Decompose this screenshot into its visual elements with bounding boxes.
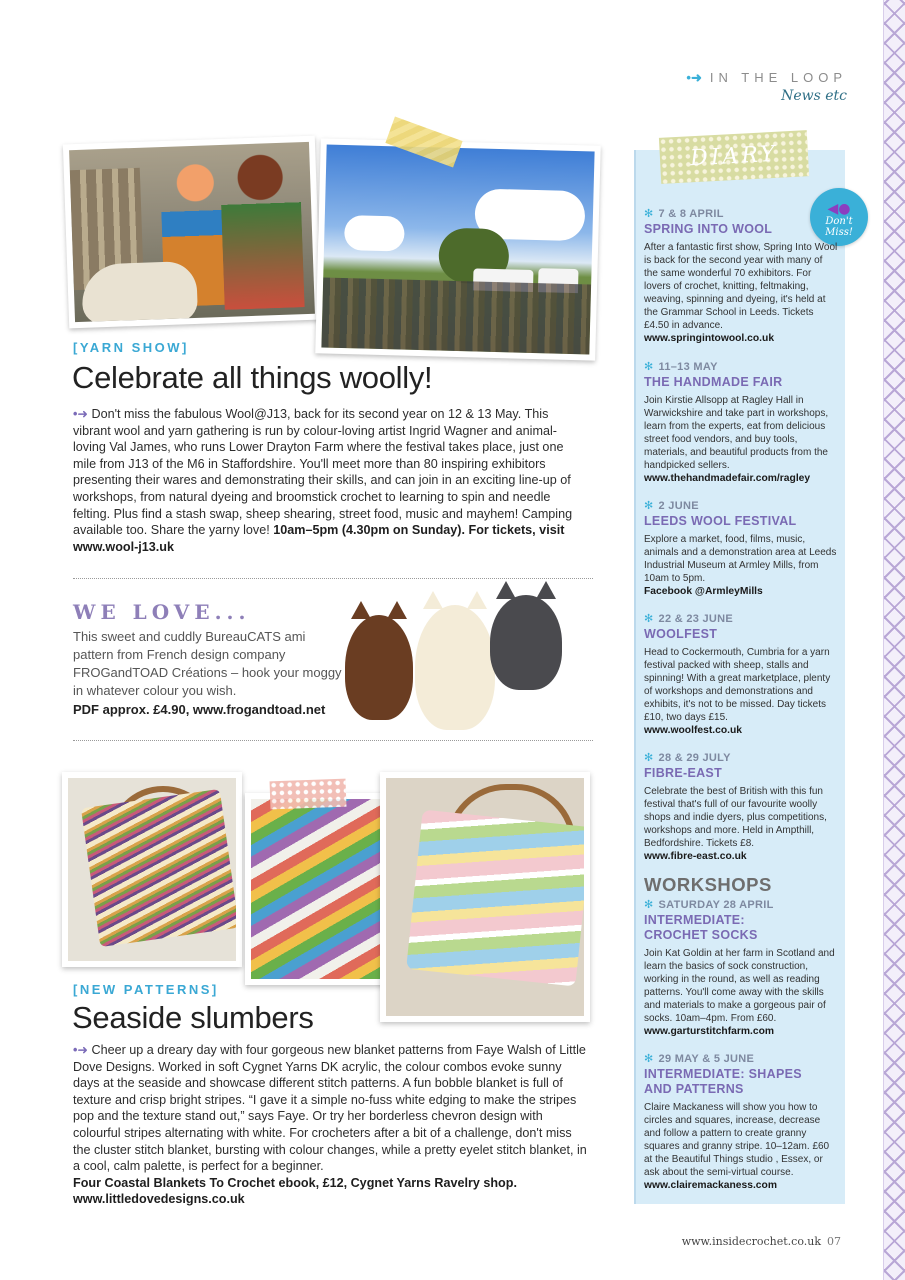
event-link[interactable]: www.garturstitchfarm.com xyxy=(644,1026,775,1037)
diary-label: DIARY xyxy=(659,130,809,184)
event-title: INTERMEDIATE: CROCHET SOCKS xyxy=(644,913,758,942)
event-title: WOOLFEST xyxy=(644,627,718,641)
cat-toys-photo xyxy=(340,590,595,740)
yarn-show-headline: Celebrate all things woolly! xyxy=(72,360,433,395)
dont-miss-badge: ◀● Don't Miss! xyxy=(810,188,868,246)
event-body: Join Kat Goldin at her farm in Scotland and learn the basics of sock construction, working in the round, as well as reading patterns. You'll come away with the skills and materials to make a gorgeous pair of socks. 10am–4pm. From £60. xyxy=(644,948,835,1024)
decorative-page-border xyxy=(883,0,905,1280)
bobble-blanket-photo xyxy=(380,772,590,1022)
diary-event: ✻ 28 & 29 JULY FIBRE-EAST Celebrate the best of British with this fun festival that's full of our favourite woolly shops and indie dyers, plus competitions, workshops and more. Held in Ampthill, Bedfordshire. Tickets £8. www.fibre-east.co.uk xyxy=(644,751,839,862)
footer-url[interactable]: www.insidecrochet.co.uk xyxy=(681,1235,821,1248)
diary-event: ✻ 7 & 8 APRIL SPRING INTO WOOL After a fantastic first show, Spring Into Wool is back for the second year with many of the same wonderful 70 exhibitors. For lovers of crochet, knitting, feltmaking, weaving, spinning and dyeing, it's held at the Grammar School in Leeds. Tickets £4.50 in advance. www.springintowool.co.uk xyxy=(644,208,838,344)
event-link[interactable]: www.clairemackaness.com xyxy=(644,1180,777,1191)
event-link[interactable]: www.woolfest.co.uk xyxy=(644,725,743,736)
event-link[interactable]: www.fibre-east.co.uk xyxy=(644,851,747,862)
arrow-icon: •➜ xyxy=(73,407,92,421)
farm-photo xyxy=(63,136,321,329)
workshop-event: ✻ 29 MAY & 5 JUNE INTERMEDIATE: SHAPES AND PATTERNS Claire Mackaness will show you how to circles and squares, increase, decrease and follow a pattern to create granny squares and granny stripe. 10–12am. £60 at the Beautiful Things studio , Essex, or ask about the semi-virtual course. www.clairemackaness.com xyxy=(644,1052,839,1191)
star-icon: ✻ xyxy=(644,613,654,625)
arrow-icon: •➜ xyxy=(73,1043,92,1057)
new-patterns-details: Four Coastal Blankets To Crochet ebook, £12, Cygnet Yarns Ravelry shop. xyxy=(73,1175,517,1190)
new-patterns-headline: Seaside slumbers xyxy=(72,1000,314,1035)
page-number: 07 xyxy=(827,1235,841,1248)
cream-cat xyxy=(415,605,495,730)
yarn-show-details: 10am–5pm (4.30pm on Sunday). For tickets, visit www.wool-j13.uk xyxy=(73,523,565,554)
new-patterns-body: •➜ Cheer up a dreary day with four gorgeous new blanket patterns from Faye Walsh of Little Dove Designs. Worked in soft Cygnet Yarns DK acrylic, the colour combos evoke sunny days at the seaside and showcase different stitch patterns. A fun bobble blanket is full of texture and crisp bright stripes. “I gave it a simple no-fuss white edging to make the stripes pop and the texture stand out,” says Faye. Or try her borderless chevron design with colourful stripes alternating with white. For crocheters after a bit of a challenge, don't miss the cluster stitch blanket, bursting with colour changes, while a pretty eyelet stitch blanket, in a cool, calm palette, is perfect for a beginner. Four Coastal Blankets To Crochet ebook, £12, Cygnet Yarns Ravelry shop. www.littledovedesigns.co.uk xyxy=(73,1043,587,1207)
diary-event: ✻ 2 JUNE LEEDS WOOL FESTIVAL Explore a market, food, films, music, animals and a demonstration area at Leeds Industrial Museum at Armley Mills, from 10am to 5pm. Facebook @ArmleyMills xyxy=(644,499,839,597)
diary-event: ✻ 22 & 23 JUNE WOOLFEST Head to Cockermouth, Cumbria for a yarn festival packed with sheep, stalls and spinning! With a great marketplace, plenty of workshops and demonstrations and exhibits, it's not to be missed. Day tickets £10, two days £15. www.woolfest.co.uk xyxy=(644,612,839,736)
new-patterns-url[interactable]: www.littledovedesigns.co.uk xyxy=(73,1192,245,1207)
tape-decoration xyxy=(270,779,347,810)
divider xyxy=(73,578,593,579)
page-footer xyxy=(682,1235,841,1248)
new-patterns-tag: [NEW PATTERNS] xyxy=(73,982,219,997)
event-body: Claire Mackaness will show you how to circles and squares, increase, decrease and follow a pattern to create granny squares and granny stripe. 10–12am. £60 at the Beautiful Things studio , Essex, or ask about the semi-virtual course. xyxy=(644,1102,830,1178)
event-title: INTERMEDIATE: SHAPES AND PATTERNS xyxy=(644,1067,802,1096)
divider xyxy=(73,740,593,741)
event-body: Celebrate the best of British with this fun festival that's full of our favourite woolly shops and indie dyers, plus competitions, workshops and more. Held in Ampthill, Bedfordshire. Tickets £8. xyxy=(644,786,827,849)
event-body: Join Kirstie Allsopp at Ragley Hall in Warwickshire and take part in workshops, learn from the experts, eat from delicious street food vendors, and buy tools, materials, and beautiful products from the handpicked sellers. xyxy=(644,395,829,471)
event-body: Head to Cockermouth, Cumbria for a yarn festival packed with sheep, stalls and spinning! With a great marketplace, plenty of workshops and demonstrations and exhibits, it's not to be missed. Day tickets £10, two days £15. xyxy=(644,647,831,723)
brown-cat xyxy=(345,615,413,720)
diary-event: ✻ 11–13 MAY THE HANDMADE FAIR Join Kirstie Allsopp at Ragley Hall in Warwickshire and take part in workshops, learn from the experts, eat from delicious street food vendors, and buy tools, materials, and beautiful products from the handpicked sellers. www.thehandmadefair.com/ragley xyxy=(644,360,839,484)
yarn-show-tag: [YARN SHOW] xyxy=(73,340,189,355)
workshops-heading: WORKSHOPS xyxy=(644,874,772,895)
section-title: •➜ IN THE LOOP xyxy=(686,70,847,85)
event-title: THE HANDMADE FAIR xyxy=(644,375,783,389)
star-icon: ✻ xyxy=(644,1053,654,1065)
workshop-event: ✻ SATURDAY 28 APRIL INTERMEDIATE: CROCHET SOCKS Join Kat Goldin at her farm in Scotland and learn the basics of sock construction, working in the round, as well as reading patterns. You'll come away with the skills and materials to make a gorgeous pair of socks. 10am–4pm. From £60. www.garturstitchfarm.com xyxy=(644,898,839,1037)
striped-blanket-photo xyxy=(62,772,242,967)
grey-cat xyxy=(490,595,562,690)
star-icon: ✻ xyxy=(644,899,654,911)
event-title: FIBRE-EAST xyxy=(644,766,722,780)
star-icon: ✻ xyxy=(644,752,654,764)
event-link[interactable]: Facebook @ArmleyMills xyxy=(644,586,763,597)
event-link[interactable]: www.thehandmadefair.com/ragley xyxy=(644,473,811,484)
we-love-heading: WE LOVE... xyxy=(73,600,251,624)
event-body: Explore a market, food, films, music, animals and a demonstration area at Leeds Industrial Museum at Armley Mills, from 10am to 5pm. xyxy=(644,534,837,584)
arrow-icon: •➜ xyxy=(686,70,702,85)
yarn-show-body: •➜ Don't miss the fabulous Wool@J13, back for its second year on 12 & 13 May. This vibrant wool and yarn gathering is run by colour-loving artist Ingrid Wagner and animal-loving Val James, who runs Lower Drayton Farm where the festival takes place, just one mile from J13 of the M6 in Staffordshire. You'll meet more than 80 inspiring exhibitors presenting their wares and demonstrating their skills, and can join in an exciting line-up of workshops, from natural dyeing and broomstick crochet to learning to spin and needle felting. Plus find a stash swap, sheep shearing, street food, music and mayhem! Camping available too. Share the yarny love! 10am–5pm (4.30pm on Sunday). For tickets, visit www.wool-j13.uk xyxy=(73,407,573,554)
we-love-price: PDF approx. £4.90, www.frogandtoad.net xyxy=(73,702,326,717)
star-icon: ✻ xyxy=(644,500,654,512)
fish-icon: ◀● xyxy=(827,201,851,217)
section-header xyxy=(686,70,847,104)
event-link[interactable]: www.springintowool.co.uk xyxy=(644,333,775,344)
festival-photo xyxy=(315,138,601,360)
we-love-text: This sweet and cuddly BureauCATS ami pattern from French design company FROGandTOAD Créations – hook your moggy in whatever colour you wish. xyxy=(73,629,342,698)
star-icon: ✻ xyxy=(644,361,654,373)
event-title: SPRING INTO WOOL xyxy=(644,222,773,236)
event-title: LEEDS WOOL FESTIVAL xyxy=(644,514,797,528)
star-icon: ✻ xyxy=(644,208,654,220)
section-subtitle: News etc xyxy=(781,88,847,104)
event-body: After a fantastic first show, Spring Into Wool is back for the second year with many of the same wonderful 70 exhibitors. For lovers of crochet, knitting, feltmaking, weaving, spinning and dyeing, it's held at the Grammar School in Leeds. Tickets £4.50 in advance. xyxy=(644,242,838,331)
